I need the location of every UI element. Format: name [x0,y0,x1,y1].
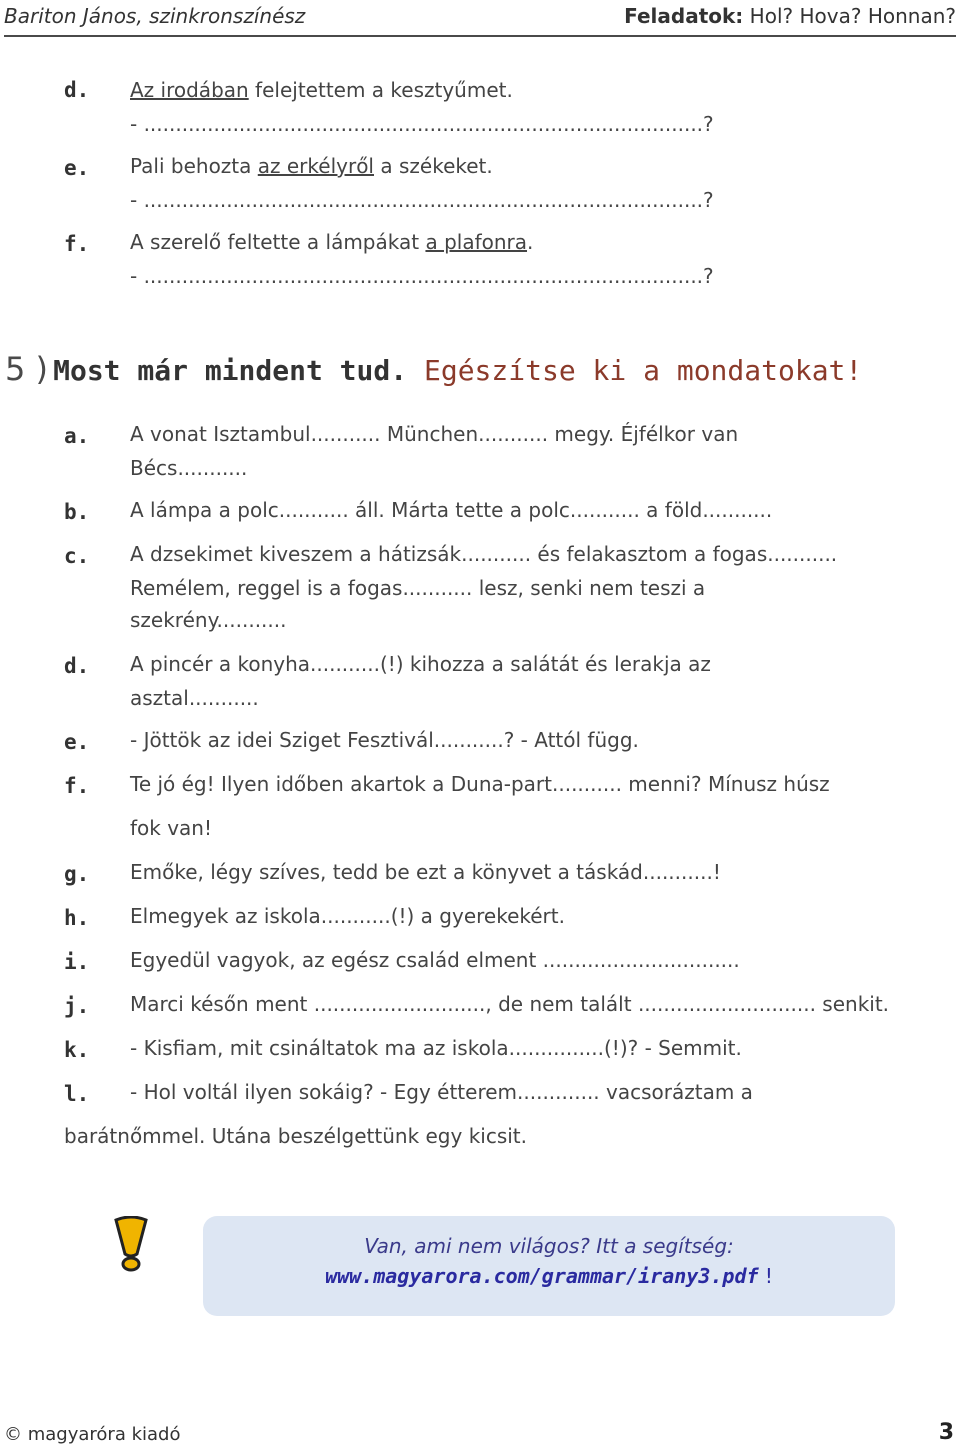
item-number: e. [64,730,90,754]
item-sentence: Az irodában felejtettem a kesztyűmet. [130,78,513,102]
item-number: e. [64,156,90,180]
page-header [0,0,960,34]
item-number: d. [64,78,90,102]
header-title-bold: Feladatok: [624,4,744,28]
item-number: h. [64,906,90,930]
exercise-title-a: Most már mindent tud. [53,354,408,387]
item-line: - Jöttök az idei Sziget Fesztivál...........? - Attól függ. [130,728,639,752]
item-line: - Hol voltál ilyen sokáig? - Egy étterem............. vacsoráztam a [130,1080,753,1104]
item-line: Elmegyek az iskola...........(!) a gyerekekért. [130,904,565,928]
item-number: k. [64,1038,90,1062]
item-line: - Kisfiam, mit csináltatok ma az iskola...............(!)? - Semmit. [130,1036,742,1060]
item-line: szekrény........... [130,608,287,632]
header-title-rest: Hol? Hova? Honnan? [743,4,956,28]
item-line: A lámpa a polc........... áll. Márta tette a polc........... a föld........... [130,498,773,522]
help-link-line: www.magyarora.com/grammar/irany3.pdf ! [325,1264,773,1288]
header-title [624,4,956,28]
exclamation-icon [108,1216,154,1272]
item-number: f. [64,774,90,798]
item-number: a. [64,424,90,448]
item-number: g. [64,862,90,886]
help-link[interactable]: www.magyarora.com/grammar/irany3.pdf [325,1264,759,1288]
underlined-phrase: Az irodában [130,78,249,102]
item-line: Bécs........... [130,456,248,480]
item-sentence: Pali behozta az erkélyről a székeket. [130,154,493,178]
page-number: 3 [938,1420,954,1445]
answer-line[interactable]: - ........................................................................................? [130,112,714,136]
item-line: Remélem, reggel is a fogas........... lesz, senki nem teszi a [130,576,706,600]
item-line: Emőke, légy szíves, tedd be ezt a könyvet a táskád...........! [130,860,721,884]
publisher: © magyaróra kiadó [4,1424,181,1445]
answer-line[interactable]: - ........................................................................................? [130,264,714,288]
item-line: asztal........... [130,686,259,710]
item-number: j. [64,994,90,1018]
item-line: A dzsekimet kiveszem a hátizsák........... és felakasztom a fogas........... [130,542,838,566]
item-number: c. [64,544,90,568]
exercise-title-b: Egészítse ki a mondatokat! [407,354,863,387]
underlined-phrase: a plafonra [425,230,528,254]
item-sentence: A szerelő feltette a lámpákat a plafonra. [130,230,534,254]
item-number: l. [64,1082,90,1106]
underlined-phrase: az erkélyről [257,154,374,178]
item-line: barátnőmmel. Utána beszélgettünk egy kicsit. [64,1124,528,1148]
header-rule [4,35,956,37]
answer-line[interactable]: - ........................................................................................? [130,188,714,212]
item-number: b. [64,500,90,524]
help-text: Van, ami nem világos? Itt a segítség: [364,1234,734,1258]
item-number: i. [64,950,90,974]
item-number: f. [64,232,90,256]
item-line: fok van! [130,816,213,840]
item-line: Te jó ég! Ilyen időben akartok a Duna-part........... menni? Mínusz húsz [130,772,830,796]
item-line: Marci későn ment ..........................., de nem talált ............................ senkit. [130,992,890,1016]
exercise-heading [5,350,862,388]
item-line: Egyedül vagyok, az egész család elment ............................... [130,948,740,972]
header-author: Bariton János, szinkronszínész [4,4,306,28]
exercise-number: 5 ) [5,350,49,388]
item-line: A vonat Isztambul........... München........... megy. Éjfélkor van [130,422,739,446]
item-line: A pincér a konyha...........(!) kihozza a salátát és lerakja az [130,652,711,676]
item-number: d. [64,654,90,678]
help-box [203,1216,895,1316]
